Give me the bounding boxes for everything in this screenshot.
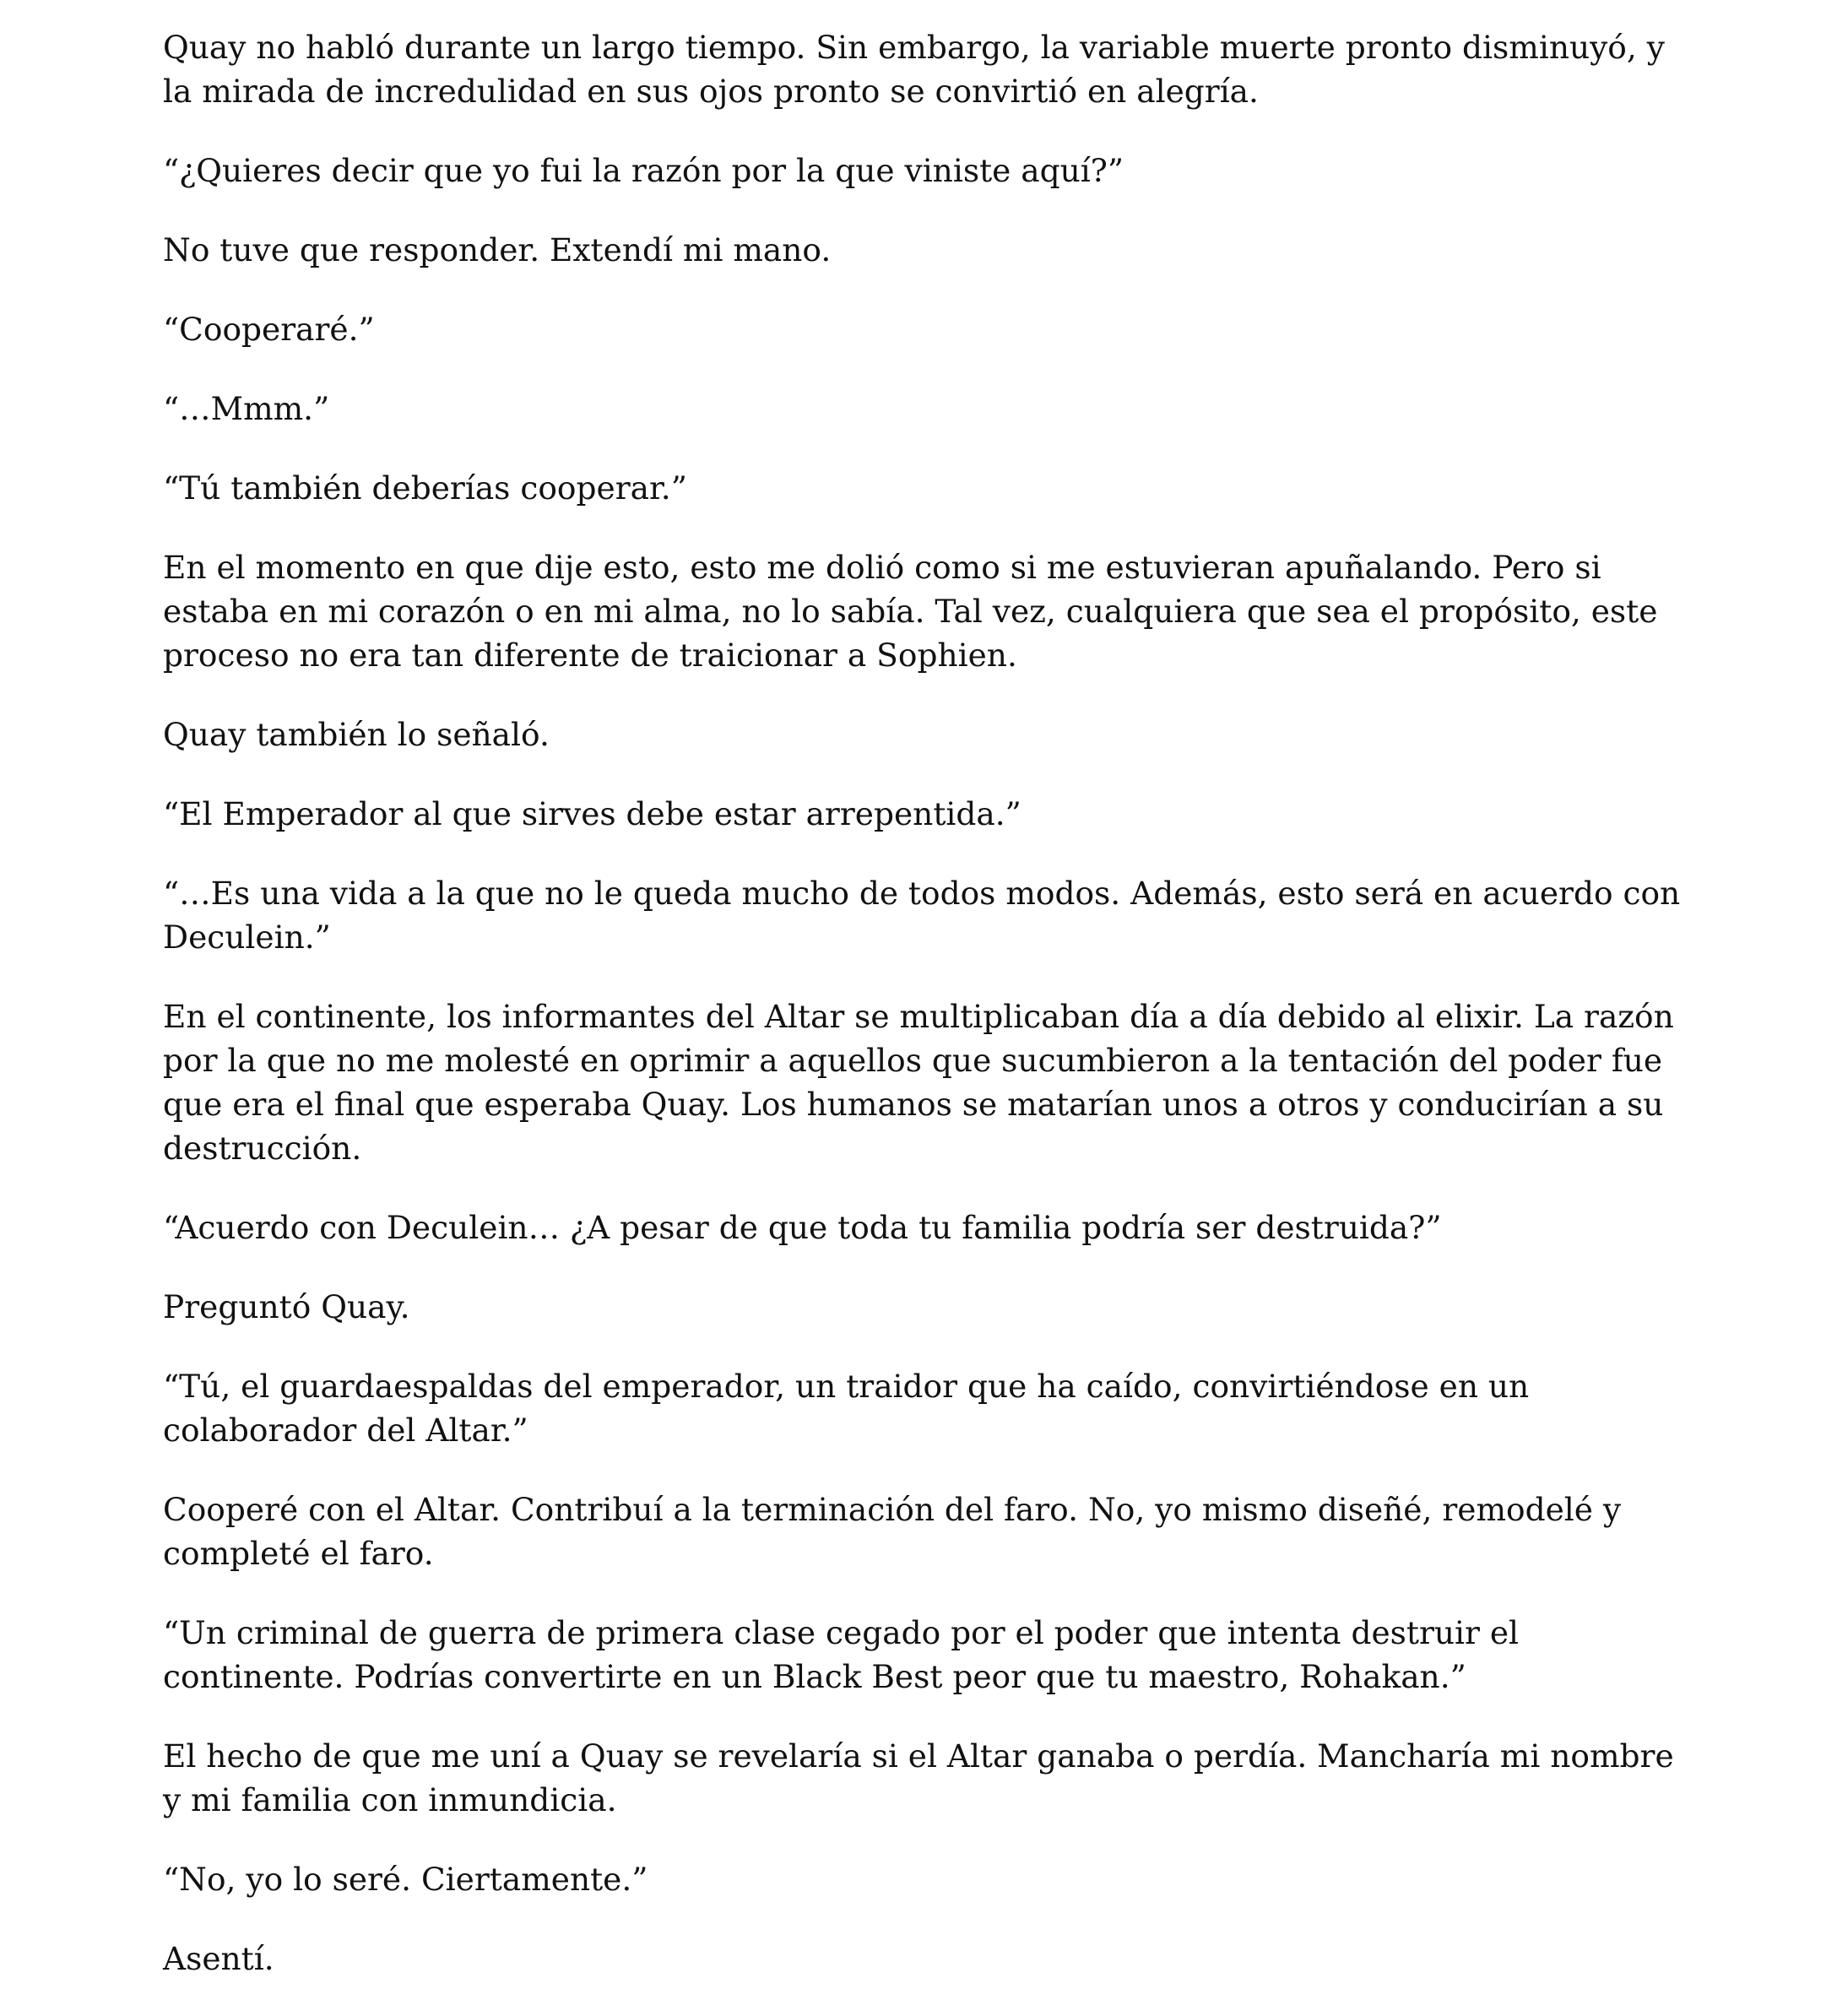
paragraph: No tuve que responder. Extendí mi mano. bbox=[163, 231, 832, 268]
paragraph: “…Es una vida a la que no le queda mucho de todos modos. Además, esto será en acuerdo con Deculein.” bbox=[163, 875, 1681, 956]
paragraph: En el continente, los informantes del Altar se multiplicaban día a día debido al elixir. La razón por la que no me molesté en oprimir a aquellos que sucumbieron a la tentación del poder fue que era el final que esperaba Quay. Los humanos se matarían unos a otros y conducirían a su destrucción. bbox=[163, 998, 1674, 1167]
paragraph: “Cooperaré.” bbox=[163, 311, 375, 348]
paragraph: Quay no habló durante un largo tiempo. Sin embargo, la variable muerte pronto disminuyó, y la mirada de incredulidad en sus ojos pronto se convirtió en alegría. bbox=[163, 29, 1665, 110]
paragraph: “Tú también deberías cooperar.” bbox=[163, 469, 687, 507]
paragraph: Preguntó Quay. bbox=[163, 1288, 410, 1325]
paragraph: “¿Quieres decir que yo fui la razón por la que viniste aquí?” bbox=[163, 152, 1124, 189]
paragraph: “El Emperador al que sirves debe estar arrepentida.” bbox=[163, 795, 1021, 832]
document-page bbox=[163, 25, 1683, 2016]
paragraph: “Acuerdo con Deculein… ¿A pesar de que toda tu familia podría ser destruida?” bbox=[163, 1209, 1442, 1246]
paragraph: El hecho de que me uní a Quay se revelaría si el Altar ganaba o perdía. Mancharía mi nombre y mi familia con inmundicia. bbox=[163, 1737, 1674, 1818]
paragraph: “Tú, el guardaespaldas del emperador, un traidor que ha caído, convirtiéndose en un colaborador del Altar.” bbox=[163, 1368, 1530, 1449]
paragraph: “…Mmm.” bbox=[163, 390, 330, 427]
paragraph: Quay también lo señaló. bbox=[163, 716, 550, 753]
paragraph: “No, yo lo seré. Ciertamente.” bbox=[163, 1861, 648, 1898]
paragraph: Asentí. bbox=[163, 1940, 274, 1977]
paragraph: Cooperé con el Altar. Contribuí a la terminación del faro. No, yo mismo diseñé, remodelé y completé el faro. bbox=[163, 1491, 1622, 1572]
paragraph: “Un criminal de guerra de primera clase cegado por el poder que intenta destruir el continente. Podrías convertirte en un Black Best peor que tu maestro, Rohakan.” bbox=[163, 1614, 1520, 1695]
paragraph: En el momento en que dije esto, esto me dolió como si me estuvieran apuñalando. Pero si estaba en mi corazón o en mi alma, no lo sabía. Tal vez, cualquiera que sea el propósito, este proceso no era tan diferente de traicionar a Sophien. bbox=[163, 549, 1658, 674]
